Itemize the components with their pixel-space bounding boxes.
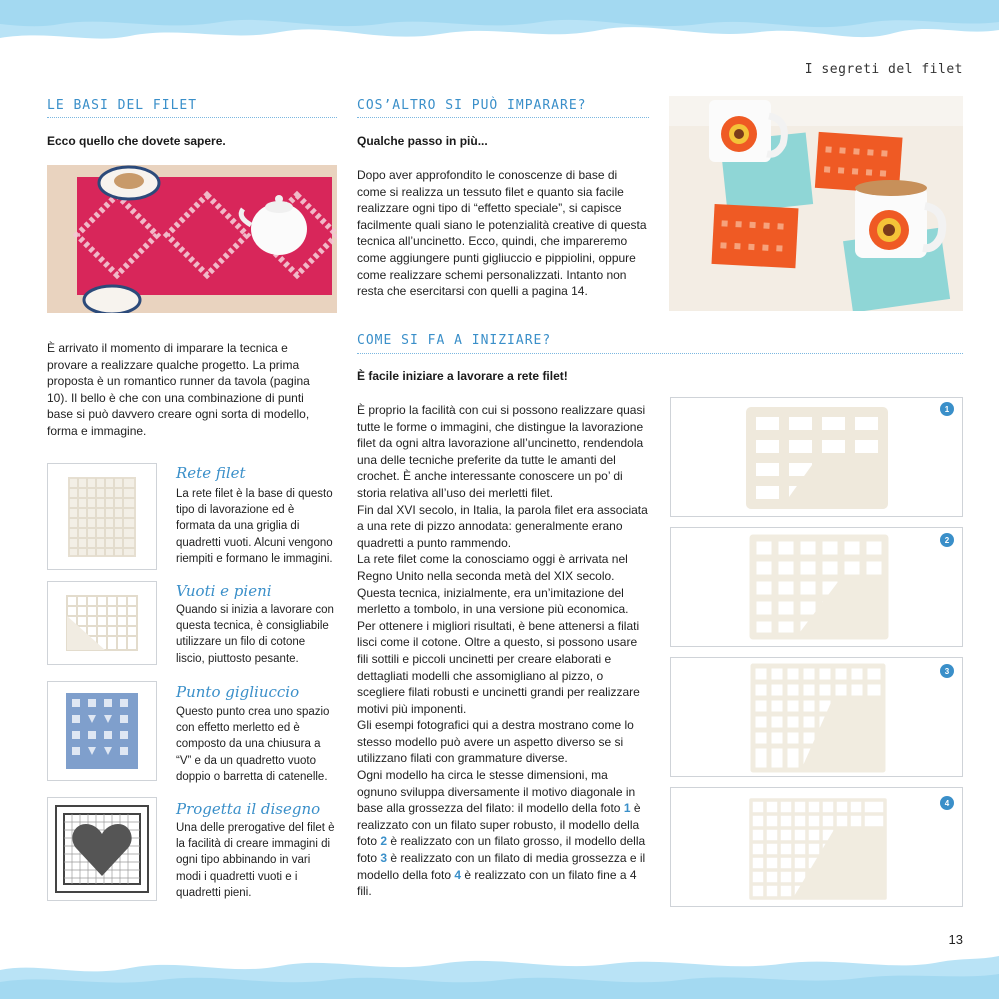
thumb-title-progetta: Progetta il disegno: [176, 800, 321, 818]
thumb-text-vuoti: Quando si inizia a lavorare con questa tecnica, è consigliabile utilizzare un filo di cotone liscio, piuttosto pesante.: [176, 604, 334, 665]
iniziare-p4: Gli esempi fotografici qui a destra mostrano come lo stesso modello può avere un aspetto diverso se si utilizzano filati con grammature diverse.: [357, 718, 634, 766]
sample-badge-2: 2: [940, 533, 954, 547]
photo-ref-2: 2: [380, 834, 388, 849]
progetta-disegno-thumbnail: [47, 797, 157, 901]
thumb-text-punto: Questo punto crea uno spazio con effetto merletto ed è composto da una chiusura a “V” e da un quadretto vuoto doppio o barretta di catenelle.: [176, 706, 330, 783]
iniziare-body: [357, 402, 649, 900]
punto-gigliuccio-thumbnail: [47, 681, 157, 781]
photo-ref-3: 3: [380, 851, 388, 866]
section-lead-cosaltro: Qualche passo in più...: [357, 134, 488, 148]
photo-ref-4: 4: [454, 867, 462, 882]
thumb-title-rete: Rete filet: [176, 464, 246, 482]
section-divider: [357, 117, 649, 118]
section-title-cosaltro: COS’ALTRO SI PUÒ IMPARARE?: [357, 98, 587, 113]
table-runner-photo: [47, 165, 337, 313]
sample-photo-3: [670, 657, 963, 777]
section-lead-basi: Ecco quello che dovete sapere.: [47, 134, 226, 148]
top-sky-band: [0, 0, 999, 50]
sample-photo-2: [670, 527, 963, 647]
iniziare-p1: È proprio la facilità con cui si possono realizzare quasi tutte le forme o immagini, che distingue la lavorazione filet da ogni altra lavorazione all’uncinetto, rendendola una delle tecniche preferite da tutte le amanti del crochet. È anche interessante conoscere un po’ di storia relativa all’uso dei merletti filet.: [357, 403, 646, 500]
thumb-text-progetta: Una delle prerogative del filet è la facilità di creare immagini di ogni tipo abbinando in vari modi i quadretti vuoti e i quadretti pieni.: [176, 822, 335, 899]
section-divider: [47, 117, 337, 118]
photo-ref-1: 1: [623, 801, 631, 816]
bottom-sky-band: [0, 950, 999, 999]
basi-paragraph: È arrivato il momento di imparare la tecnica e provare a realizzare qualche progetto. La prima proposta è un romantico runner da tavola (pagina 10). Il bello è che con una combinazione di punti base si può davvero creare ogni sorta di modello, forma e immagine.: [47, 341, 310, 438]
sample-badge-4: 4: [940, 796, 954, 810]
sample-photo-4: [670, 787, 963, 907]
thumb-text-rete: La rete filet è la base di questo tipo di lavorazione ed è formata da una griglia di quadretti vuoti. Alcuni vengono riempiti e formano le immagini.: [176, 488, 333, 565]
iniziare-p5e: è realizzato con un filato fine a 4 fili.: [357, 867, 637, 899]
section-lead-iniziare: È facile iniziare a lavorare a rete filet!: [357, 369, 568, 383]
iniziare-p2: Fin dal XVI secolo, in Italia, la parola filet era associata a una rete di pizzo annodata: generalmente erano quadretti a punto rammendo.: [357, 502, 648, 550]
iniziare-p3: La rete filet come la conosciamo oggi è arrivata nel Regno Unito nella seconda metà del XIX secolo. Questa tecnica, inizialmente, era un’imitazione del merletto a tombolo, in una versione più economica. Per ottenere i migliori risultati, è bene attenersi a filati lisci come il cotone. Oltre a questo, si possono usare fili sottili e piccoli uncinetti per creare elaborati e dettagliati modelli che assomigliano al pizzo, o scegliere filati robusti e uncinetti grandi per realizzare motivi più imponenti.: [357, 552, 640, 716]
iniziare-p5d: è realizzato con un filato di media grossezza e il modello della foto: [357, 851, 646, 882]
thumb-title-vuoti: Vuoti e pieni: [176, 582, 272, 600]
cosaltro-paragraph: Dopo aver approfondito le conoscenze di base di come si realizza un tessuto filet e quanto sia facile realizzare ogni tipo di “effetto speciale”, si capisce facilmente quali siano le potenzialità creative di questa tecnica all’uncinetto. Ecco, quindi, che impareremo come aggiungere punti gigliuccio e pippiolini, oppure come realizzare schemi personalizzati. Intanto non resta che esercitarsi con quelli a pagina 14.: [357, 168, 647, 299]
iniziare-p5b: è realizzato con un filato super robusto, il modello della foto: [357, 801, 641, 849]
vuoti-pieni-thumbnail: [47, 581, 157, 665]
mugs-doilies-photo: [669, 96, 963, 311]
page-number: 13: [948, 932, 963, 947]
thumb-title-punto: Punto gigliuccio: [176, 683, 300, 701]
running-head: I segreti del filet: [804, 62, 963, 77]
section-title-iniziare: COME SI FA A INIZIARE?: [357, 333, 552, 348]
section-title-basi: LE BASI DEL FILET: [47, 98, 198, 113]
sample-photo-1: [670, 397, 963, 517]
iniziare-p5a: Ogni modello ha circa le stesse dimensioni, ma ognuno sviluppa diversamente il motivo diagonale in base alla grossezza del filato: il modello della foto: [357, 768, 636, 816]
sample-badge-3: 3: [940, 664, 954, 678]
rete-filet-thumbnail: [47, 463, 157, 570]
iniziare-p5c: è realizzato con un filato grosso, il modello della foto: [357, 834, 646, 866]
section-divider: [357, 353, 963, 354]
sample-badge-1: 1: [940, 402, 954, 416]
